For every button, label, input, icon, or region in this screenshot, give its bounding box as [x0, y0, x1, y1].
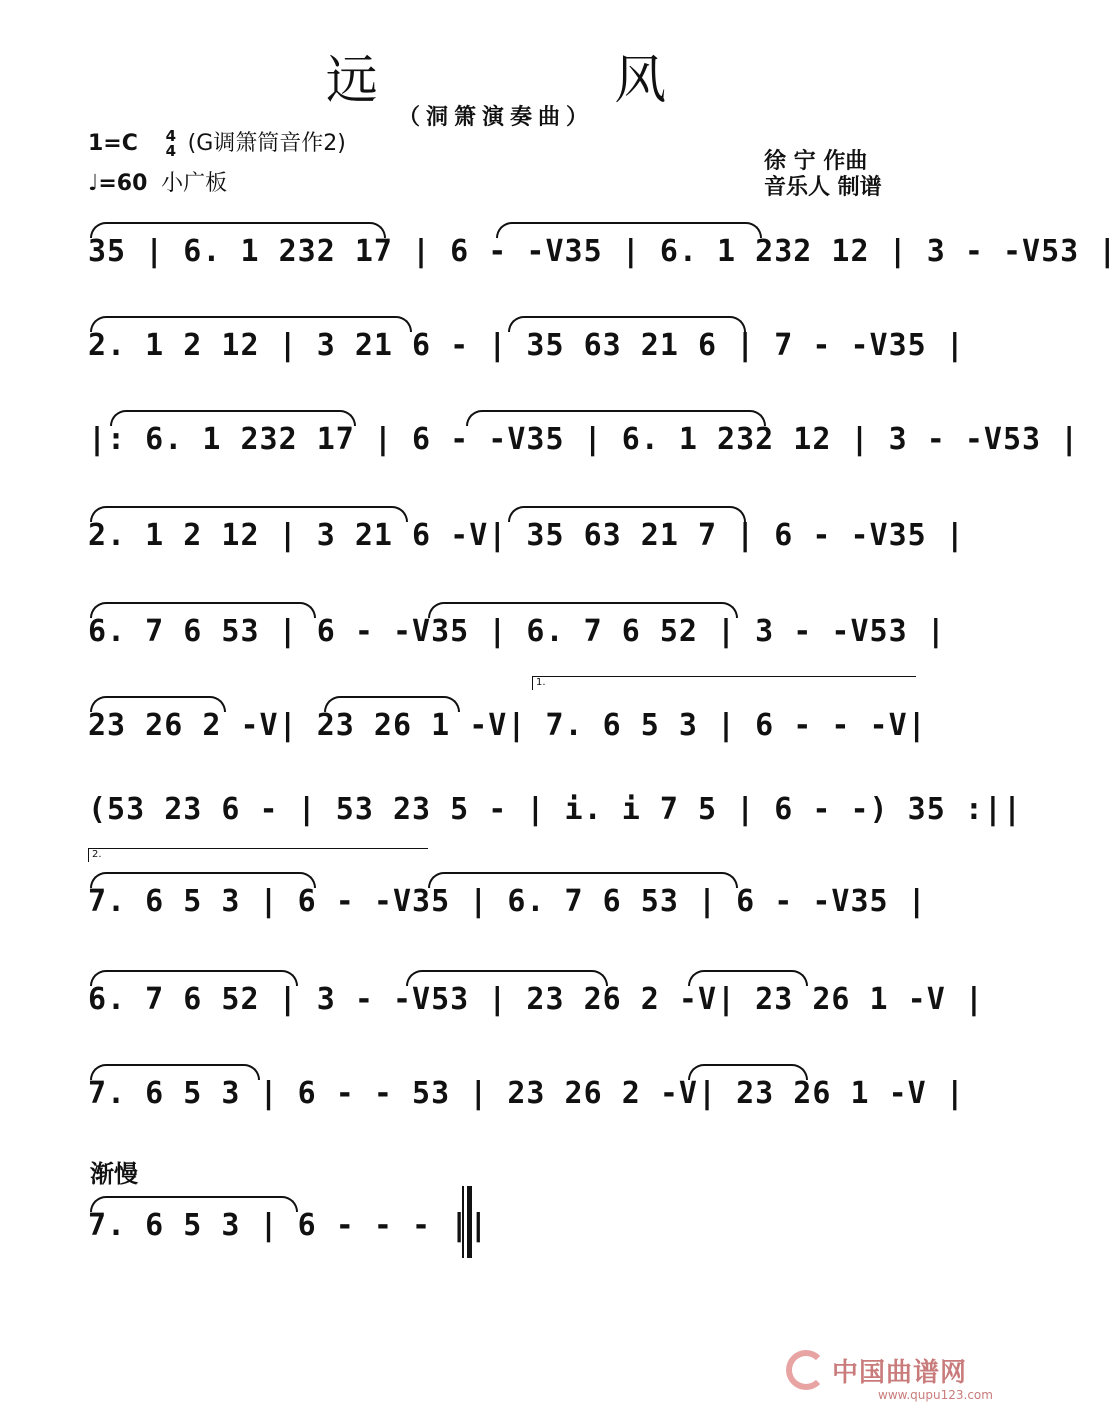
score-row-2	[88, 316, 965, 376]
score-row-text: 23 26 2 -V| 23 26 1 -V| 7. 6 5 3 | 6 - - -V|	[88, 708, 927, 743]
score-row-4	[88, 506, 965, 566]
score-row-text: 2. 1 2 12 | 3 21 6 -V| 35 63 21 7 | 6 - -V35 |	[88, 518, 965, 553]
key-label: 1=C	[88, 131, 138, 156]
score-row-11	[88, 1196, 918, 1256]
score-row-text: 35 | 6. 1 232 17 | 6 - -V35 | 6. 1 232 12 | 3 - -V53 |	[88, 234, 1117, 269]
time-sig-top: 4	[165, 127, 176, 145]
watermark-site: 中国曲谱网	[832, 1358, 968, 1388]
tempo-value: ♩=60	[88, 171, 148, 196]
score-row-6	[88, 696, 927, 756]
score-row-text: 6. 7 6 53 | 6 - -V35 | 6. 7 6 52 | 3 - -V53 |	[88, 614, 946, 649]
composer-credit: 徐 宁 作曲	[764, 149, 868, 174]
tempo-change-mark: 渐慢	[90, 1160, 138, 1188]
volta-2: 2.	[88, 848, 428, 862]
arranger-credit: 音乐人 制谱	[764, 175, 882, 200]
watermark-url: www.qupu123.com	[878, 1388, 993, 1402]
score-row-8	[88, 872, 927, 932]
score-row-text: 7. 6 5 3 | 6 - - - ||	[88, 1208, 489, 1243]
score-row-5	[88, 602, 946, 662]
score-row-text: (53 23 6 - | 53 23 5 - | i. i 7 5 | 6 - -) 35 :||	[88, 792, 1023, 827]
final-barline	[462, 1186, 472, 1258]
key-signature	[88, 126, 346, 159]
score-row-text: 2. 1 2 12 | 3 21 6 - | 35 63 21 6 | 7 - -V35 |	[88, 328, 965, 363]
tempo-mark: 小广板	[161, 171, 228, 196]
score-title: 远 风	[325, 51, 777, 111]
score-row-text: 7. 6 5 3 | 6 - -V35 | 6. 7 6 53 | 6 - -V35 |	[88, 884, 927, 919]
score-row-3	[88, 410, 1080, 470]
time-sig-bottom: 4	[165, 142, 176, 160]
score-row-text: 6. 7 6 52 | 3 - -V53 | 23 26 2 -V| 23 26 1 -V |	[88, 982, 984, 1017]
score-row-10	[88, 1064, 965, 1124]
score-row-text: |: 6. 1 232 17 | 6 - -V35 | 6. 1 232 12 | 3 - -V53 |	[88, 422, 1080, 457]
score-row-text: 7. 6 5 3 | 6 - - 53 | 23 26 2 -V| 23 26 1 -V |	[88, 1076, 965, 1111]
time-signature	[166, 129, 176, 159]
key-note: (G调箫筒音作2)	[187, 131, 346, 156]
watermark	[786, 1350, 992, 1402]
score-row-7	[88, 780, 1023, 840]
volta-1: 1.	[532, 676, 916, 690]
tempo-marking	[88, 166, 227, 197]
score-row-9	[88, 970, 984, 1030]
score-row-1	[88, 222, 1117, 282]
score-subtitle: （洞箫演奏曲）	[397, 105, 594, 130]
logo-icon	[786, 1350, 826, 1390]
